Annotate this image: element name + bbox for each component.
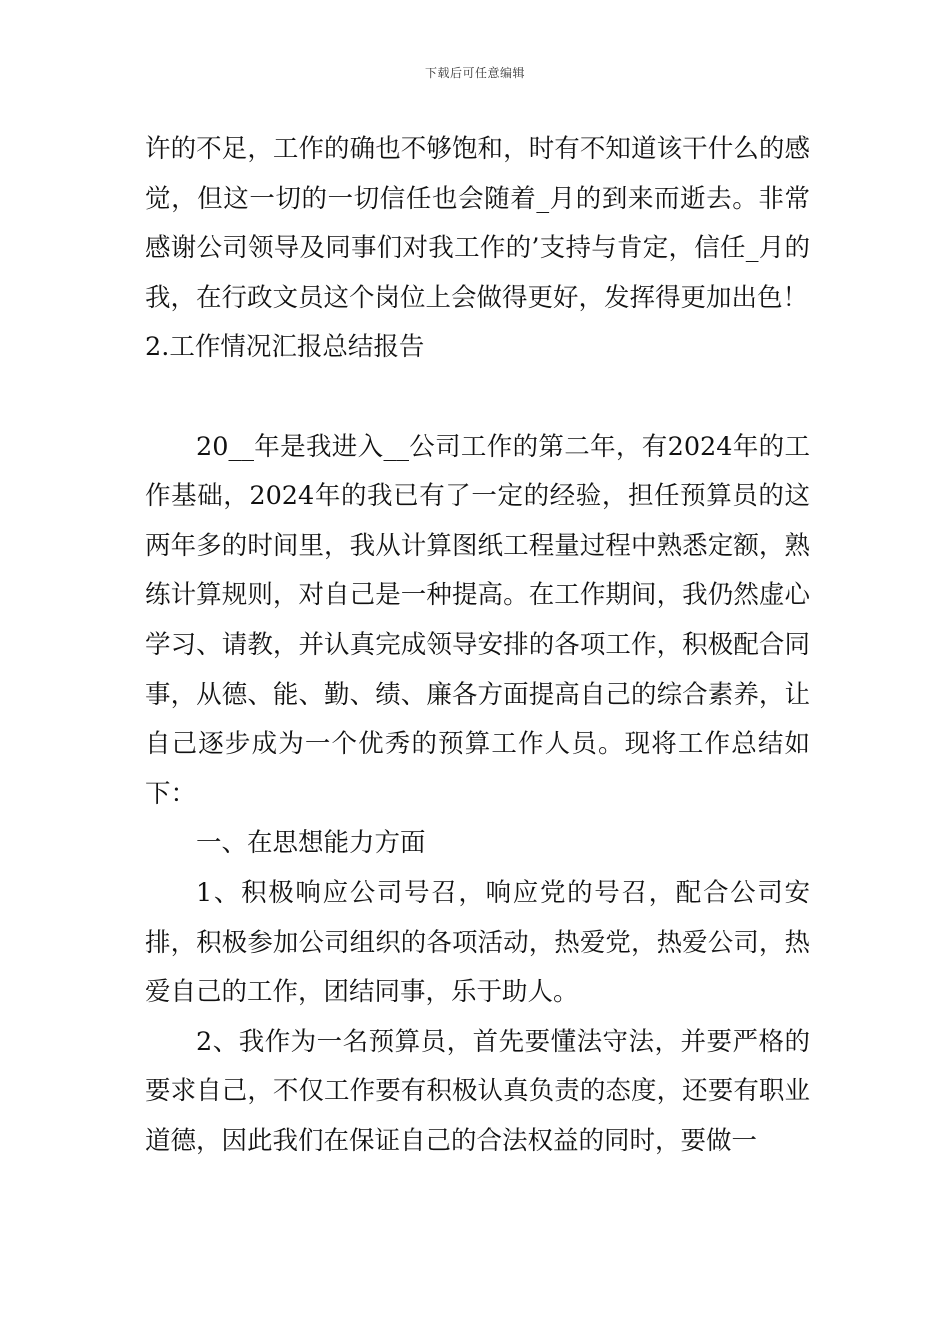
section-heading: 2.工作情况汇报总结报告 <box>145 332 425 363</box>
blank-line <box>145 373 810 423</box>
document-body <box>145 125 810 1166</box>
paragraph-intro: 20__年是我进入__公司工作的第二年，有2024年的工作基础，2024年的我已有了一定的经验，担任预算员的这两年多的时间里，我从计算图纸工程量过程中熟悉定额，熟练计算规则，对自己是一种提高。在工作期间，我仍然虚心学习、请教，并认真完成领导安排的各项工作，积极配合同事，从德、能、勤、绩、廉各方面提高自己的综合素养，让自己逐步成为一个优秀的预算工作人员。现将工作总结如下： <box>145 431 810 809</box>
paragraph-item-1: 1、积极响应公司号召，响应党的号召，配合公司安排，积极参加公司组织的各项活动，热爱党，热爱公司，热爱自己的工作，团结同事，乐于助人。 <box>145 877 810 1008</box>
page-header: 下载后可任意编辑 <box>424 66 525 80</box>
paragraph-item-2: 2、我作为一名预算员，首先要懂法守法，并要严格的要求自己，不仅工作要有积极认真负责的态度，还要有职业道德，因此我们在保证自己的合法权益的同时，要做一 <box>145 1026 810 1156</box>
subsection-heading: 一、在思想能力方面 <box>196 828 426 859</box>
paragraph-continuation: 许的不足，工作的确也不够饱和，时有不知道该干什么的感觉，但这一切的一切信任也会随着_月的到来而逝去。非常感谢公司领导及同事们对我工作的’支持与肯定，信任_月的我，在行政文员这个岗位上会做得更好，发挥得更加出色！ <box>145 134 810 313</box>
